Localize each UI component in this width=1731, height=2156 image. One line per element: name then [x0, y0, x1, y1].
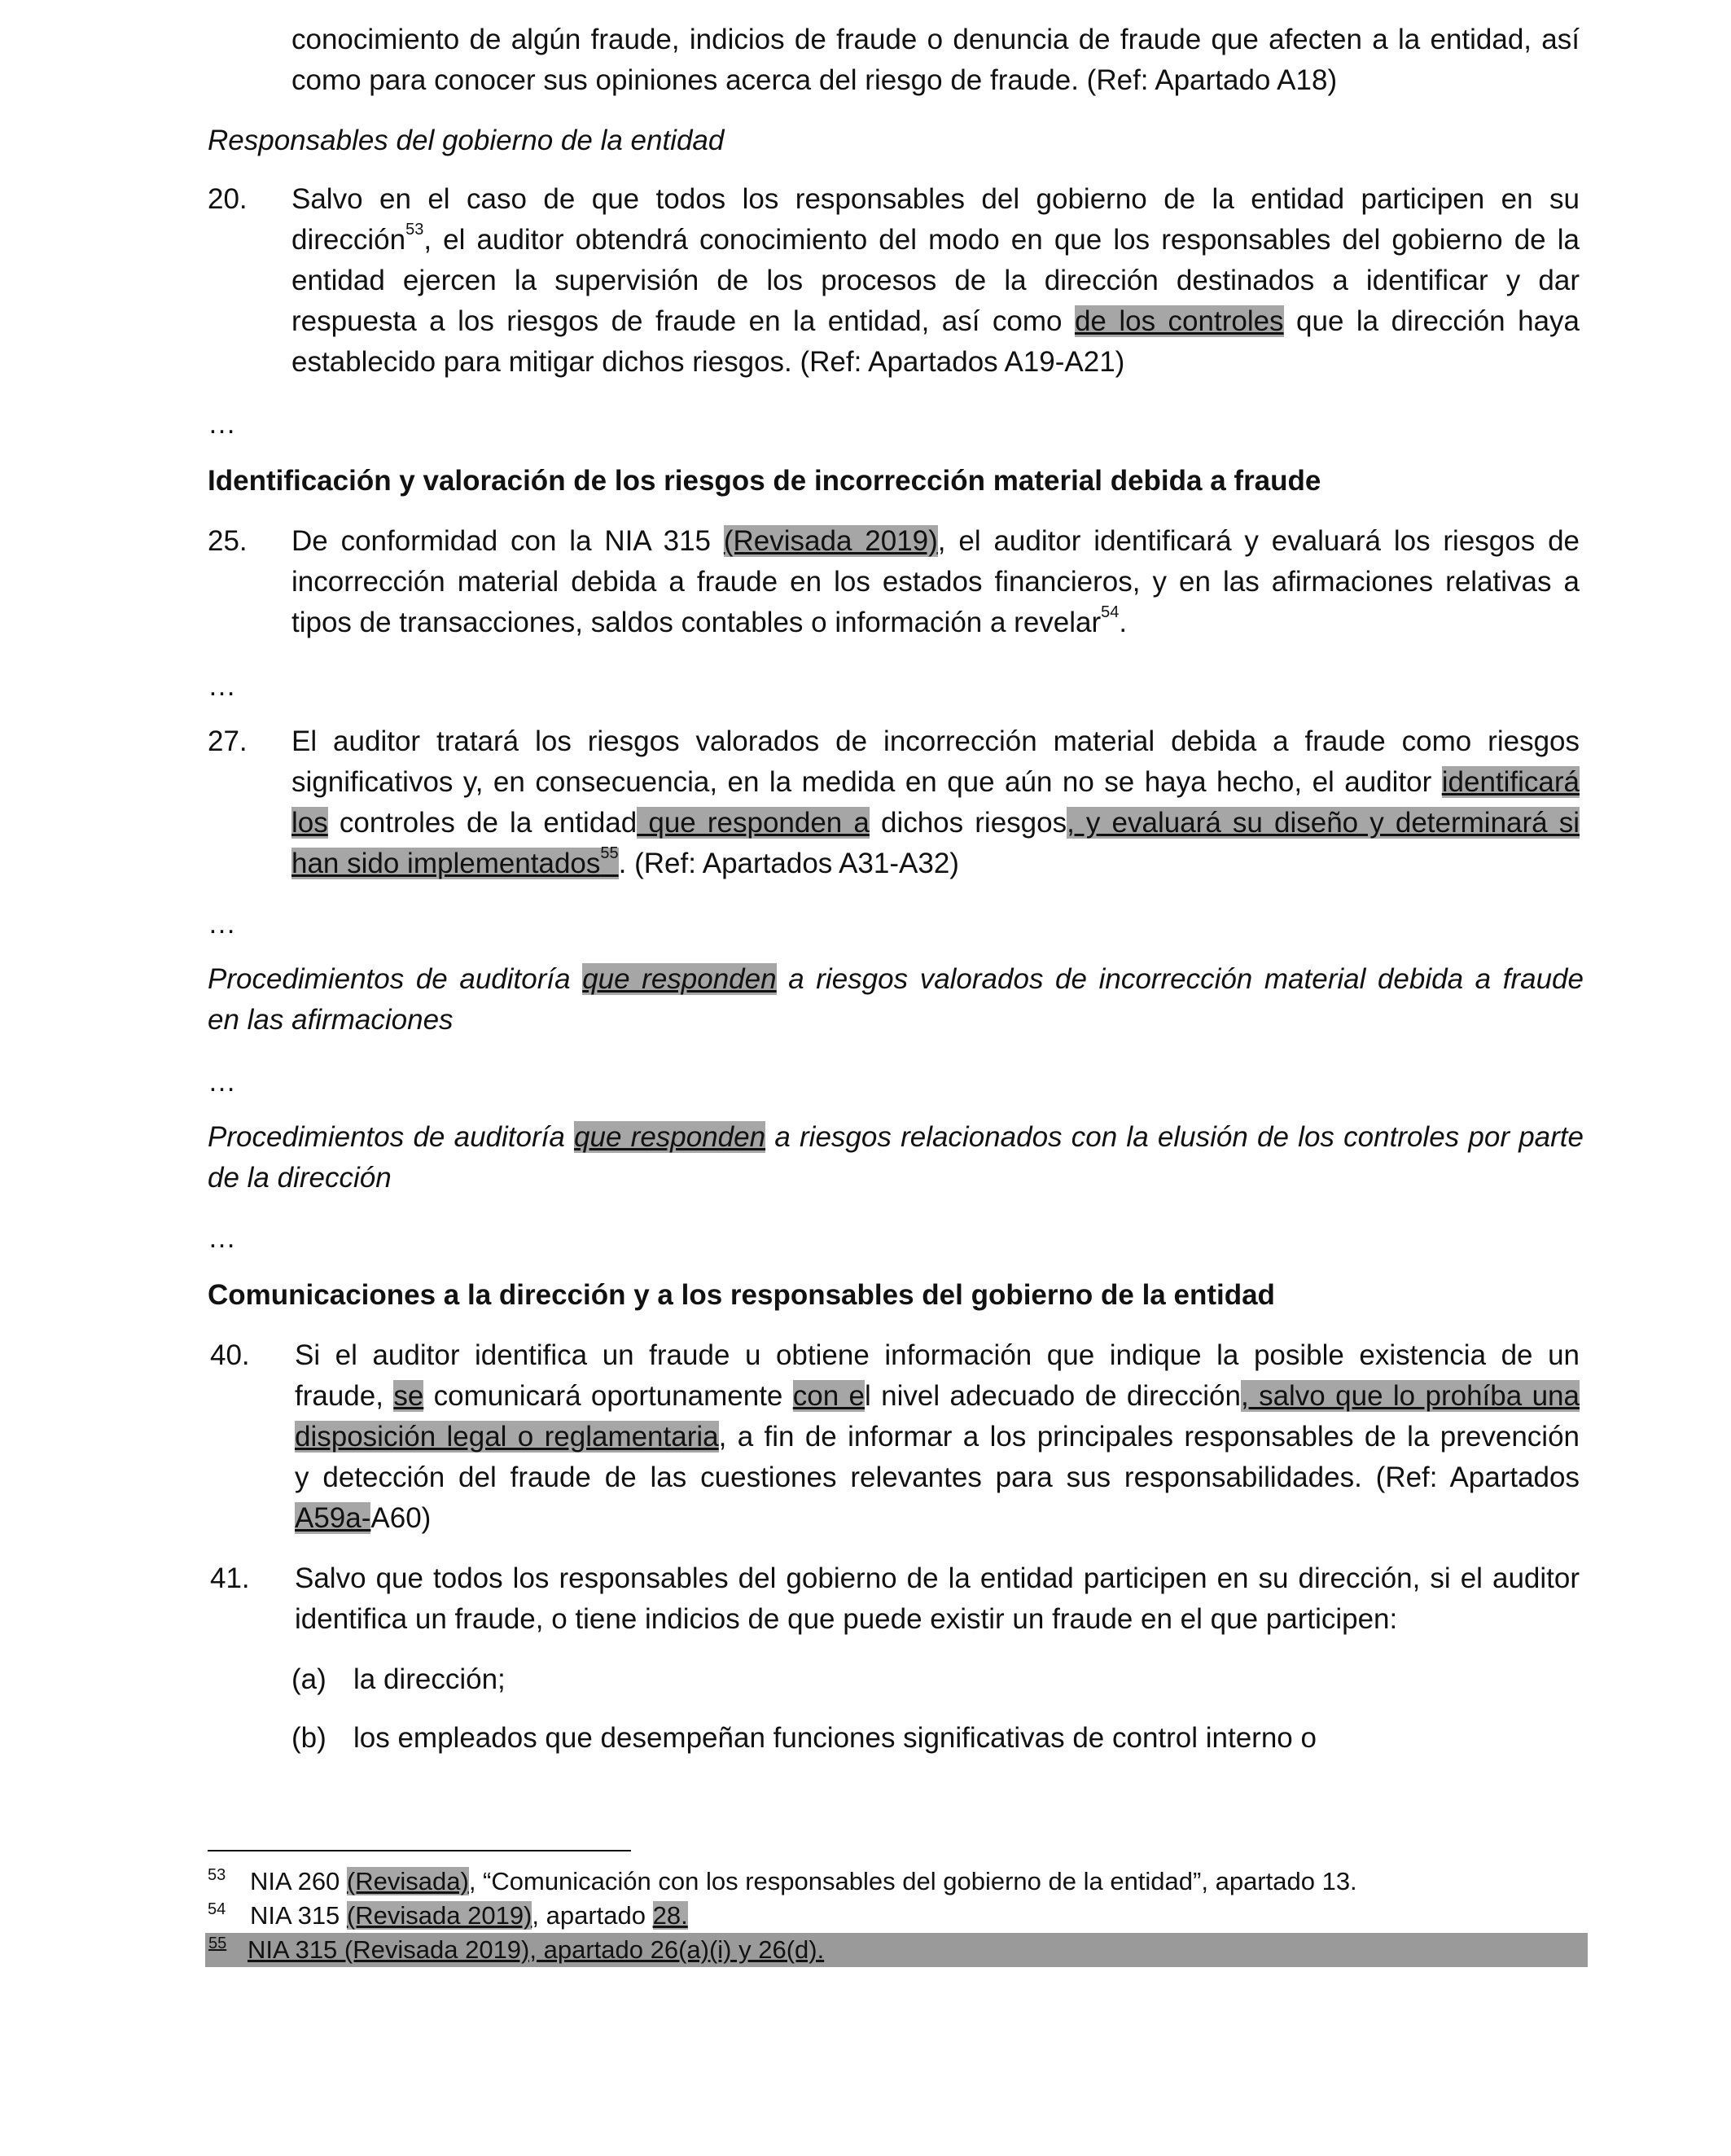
tracked-change-highlight: de los controles [1074, 305, 1284, 337]
paragraph-25 [291, 521, 1580, 643]
ellipsis: … [208, 408, 236, 440]
text-line: respuesta a los riesgos de fraude en la entidad, así como de los controles que la dirección haya [291, 305, 1580, 337]
text-line: tipos de transacciones, saldos contables o información a revelar$^{54}$. [291, 603, 1128, 638]
paragraph-27 [291, 721, 1580, 884]
ellipsis: … [208, 908, 236, 940]
text-line: de la dirección [208, 1162, 392, 1194]
text-line: identifica un fraude, o tiene indicios de que puede existir un fraude en el que participen: [295, 1603, 1398, 1635]
text-line: De conformidad con la NIA 315 (Revisada 2019), el auditor identificará y evaluará los riesgos de [291, 525, 1580, 557]
section-heading-procedimientos-afirmaciones [208, 959, 1584, 1041]
text-line: Salvo en el caso de que todos los responsables del gobierno de la entidad participen en su [291, 183, 1580, 215]
footnote-ref[interactable]: 54 [1101, 603, 1120, 621]
tracked-change-highlight: (Revisada 2019) [723, 525, 938, 557]
list-item-b [291, 1718, 1317, 1759]
tracked-change-highlight: los [291, 807, 328, 839]
tracked-change-highlight: 28. [652, 1901, 688, 1930]
text-line: El auditor tratará los riesgos valorados de incorrección material debida a fraude como riesgos [291, 725, 1580, 757]
text-line: han sido implementados$^{55}$. (Ref: Apartados A31-A32) [291, 844, 959, 879]
paragraph-number: 25. [208, 525, 248, 557]
tracked-change-highlight: se [393, 1380, 424, 1412]
text-line: A59a-A60) [295, 1502, 432, 1534]
footnote-54: 54 NIA 315 (Revisada 2019), apartado 28. [208, 1900, 688, 1930]
paragraph-number: 20. [208, 183, 248, 215]
text-line: disposición legal o reglamentaria, a fin de informar a los principales responsables de la prevención [295, 1421, 1580, 1453]
ellipsis: … [208, 1066, 236, 1098]
tracked-change-highlight: que responden [582, 963, 777, 995]
section-heading-procedimientos-elusion [208, 1117, 1584, 1199]
paragraph-intro [291, 20, 1580, 101]
tracked-change-highlight: (Revisada) [346, 1867, 469, 1895]
tracked-change-highlight: , salvo que lo prohíba una [1240, 1380, 1580, 1412]
list-item-a [291, 1659, 506, 1700]
footnote-ref[interactable]: 53 [405, 221, 424, 239]
paragraph-20 [291, 179, 1580, 383]
text-line: establecido para mitigar dichos riesgos. (Ref: Apartados A19-A21) [291, 346, 1125, 378]
paragraph-41 [295, 1558, 1580, 1640]
list-text: los empleados que desempeñan funciones significativas de control interno o [353, 1722, 1317, 1754]
list-label: (a) [291, 1663, 326, 1695]
ellipsis: … [208, 1222, 236, 1254]
section-heading-comunicaciones: Comunicaciones a la dirección y a los responsables del gobierno de la entidad [208, 1279, 1275, 1311]
text-line: Procedimientos de auditoría que responden a riesgos relacionados con la elusión de los controles por parte [208, 1121, 1584, 1153]
text-line: incorrección material debida a fraude en los estados financieros, y en las afirmaciones relativas a [291, 566, 1580, 598]
text-line: dirección$^{53}$, el auditor obtendrá conocimiento del modo en que los responsables del gobierno de la [291, 221, 1580, 256]
text-line: significativos y, en consecuencia, en la medida en que aún no se haya hecho, el auditor identificará [291, 766, 1580, 798]
text-line: Si el auditor identifica un fraude u obtiene información que indique la posible existencia de un [295, 1339, 1580, 1371]
ellipsis: … [208, 670, 236, 702]
text-line: entidad ejercen la supervisión de los procesos de la dirección destinados a identificar y dar [291, 265, 1580, 296]
section-heading-responsables: Responsables del gobierno de la entidad [208, 125, 725, 156]
text-line: y detección del fraude de las cuestiones relevantes para sus responsabilidades. (Ref: Apartados [295, 1461, 1580, 1493]
footnote-53: 53 NIA 260 (Revisada), “Comunicación con los responsables del gobierno de la entidad”, apartado 13. [208, 1866, 1357, 1895]
paragraph-number: 27. [208, 725, 248, 757]
footnote-55: 55 NIA 315 (Revisada 2019), apartado 26(a)(i) y 26(d). [205, 1933, 1588, 1967]
tracked-change-highlight: con e [792, 1380, 866, 1412]
text-line: los controles de la entidad que responden a dichos riesgos, y evaluará su diseño y determinará si [291, 807, 1580, 839]
text-line: fraude, se comunicará oportunamente con el nivel adecuado de dirección, salvo que lo prohíba una [295, 1380, 1580, 1412]
paragraph-number: 41. [210, 1562, 250, 1594]
list-text: la dirección; [353, 1663, 506, 1695]
list-label: (b) [291, 1722, 326, 1754]
tracked-change-highlight: han sido implementados$^{55}$ [291, 844, 619, 879]
tracked-change-highlight: A59a- [295, 1502, 371, 1534]
tracked-change-highlight: identificará [1441, 766, 1580, 798]
tracked-change-highlight: que responden a [637, 807, 870, 839]
text-line: Procedimientos de auditoría que responden a riesgos valorados de incorrección material debida a fraude [208, 963, 1584, 995]
footnote-ref[interactable]: 55 [600, 844, 619, 862]
text-line: conocimiento de algún fraude, indicios de fraude o denuncia de fraude que afecten a la entidad, así [291, 24, 1580, 55]
text-line: como para conocer sus opiniones acerca del riesgo de fraude. (Ref: Apartado A18) [291, 64, 1338, 96]
paragraph-number: 40. [210, 1339, 250, 1371]
footnote-separator [208, 1850, 631, 1851]
text-line: Salvo que todos los responsables del gobierno de la entidad participen en su dirección, si el auditor [295, 1562, 1580, 1594]
tracked-change-highlight: , y evaluará su diseño y determinará si [1067, 807, 1580, 839]
tracked-change-highlight: (Revisada 2019) [346, 1901, 532, 1930]
tracked-change-highlight: que responden [574, 1121, 766, 1153]
tracked-change-highlight: disposición legal o reglamentaria [295, 1421, 719, 1453]
section-heading-identificacion: Identificación y valoración de los riesgos de incorrección material debida a fraude [208, 465, 1321, 497]
paragraph-40 [295, 1335, 1580, 1539]
text-line: en las afirmaciones [208, 1004, 454, 1036]
